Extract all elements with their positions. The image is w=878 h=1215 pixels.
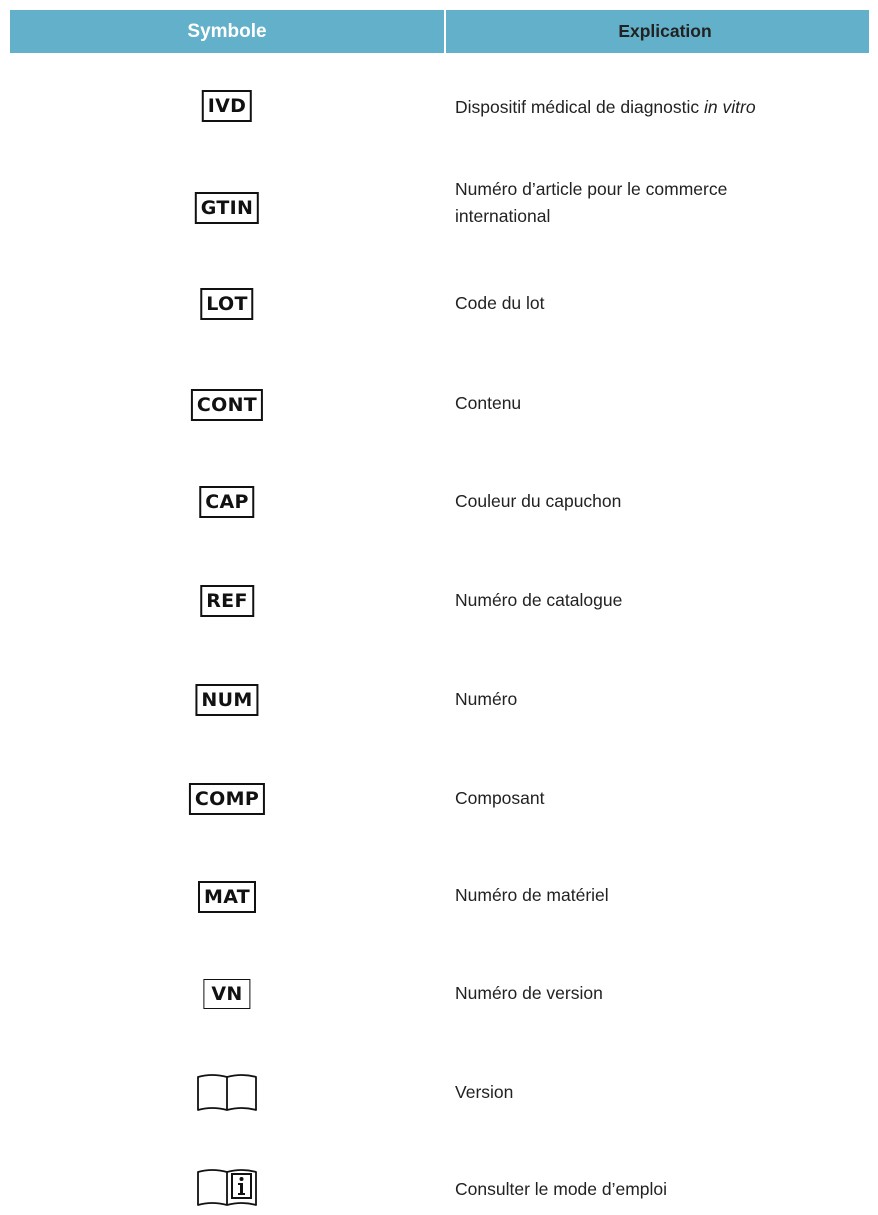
lot-symbol-label: LOT: [200, 288, 253, 320]
ivd-symbol-label: IVD: [202, 90, 252, 122]
comp-explanation: Composant: [455, 788, 545, 808]
num-explanation: Numéro: [455, 689, 518, 709]
cap-symbol: [199, 486, 254, 518]
comp-symbol: [189, 783, 265, 815]
mat-symbol: [198, 881, 256, 913]
comp-symbol-label: COMP: [189, 783, 265, 815]
lot-symbol: [200, 288, 253, 320]
ref-symbol: [200, 585, 254, 617]
book-info-icon: [196, 1168, 258, 1215]
cont-explanation: Contenu: [455, 393, 522, 413]
vn-explanation: Numéro de version: [455, 983, 603, 1003]
vn-symbol: [203, 979, 250, 1009]
gtin-explanation: Numéro d’article pour le commerce international: [455, 179, 728, 226]
ifu-explanation: Consulter le mode d’emploi: [455, 1179, 668, 1199]
gtin-symbol: [195, 192, 259, 224]
ivd-explanation-italic: in vitro: [704, 97, 756, 117]
version-explanation: Version: [455, 1082, 514, 1102]
header-divider: [444, 10, 446, 53]
gtin-symbol-label: GTIN: [195, 192, 259, 224]
ivd-symbol: [202, 90, 252, 122]
cap-symbol-label: CAP: [199, 486, 254, 518]
ref-explanation: Numéro de catalogue: [455, 590, 623, 610]
mat-symbol-label: MAT: [198, 881, 256, 913]
ivd-explanation: [455, 94, 855, 121]
lot-explanation: Code du lot: [455, 293, 545, 313]
mat-explanation: Numéro de matériel: [455, 885, 609, 905]
cont-symbol-label: CONT: [191, 389, 263, 421]
ivd-explanation-text: Dispositif médical de diagnostic: [455, 97, 705, 117]
header-explanation: Explication: [618, 21, 712, 41]
num-symbol-label: NUM: [195, 684, 258, 716]
open-book-icon: [196, 1073, 258, 1120]
vn-symbol-label: VN: [203, 979, 250, 1009]
num-symbol: [195, 684, 258, 716]
table-header: [10, 10, 869, 53]
cont-symbol: [191, 389, 263, 421]
header-symbol: Symbole: [187, 20, 267, 42]
ref-symbol-label: REF: [200, 585, 254, 617]
cap-explanation: Couleur du capuchon: [455, 491, 622, 511]
